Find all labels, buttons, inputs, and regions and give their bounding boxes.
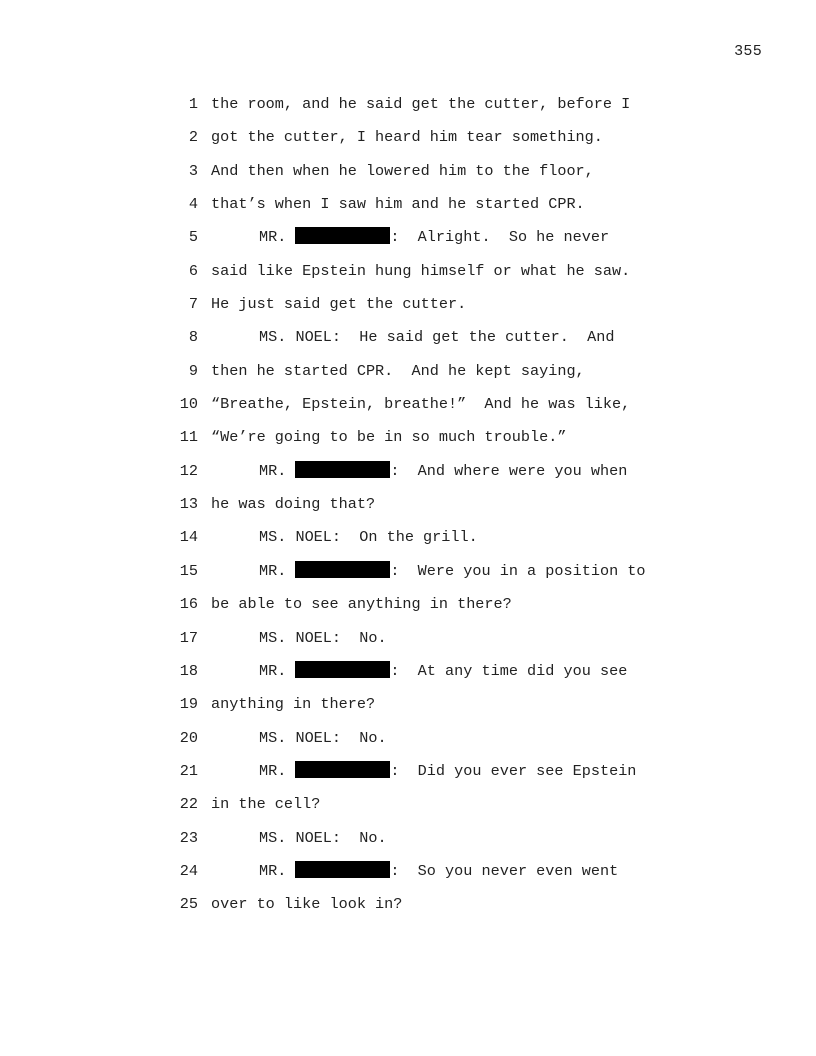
line-text: over to like look in? [211,895,403,914]
line-text: And then when he lowered him to the floor, [211,161,594,180]
line-text: then he started CPR. And he kept saying, [211,361,585,380]
transcript-line [174,792,734,825]
spoken-text: : At any time did you see [390,661,628,680]
line-text [211,459,627,483]
transcript-line [174,626,734,659]
line-text: be able to see anything in there? [211,595,512,614]
line-number: 8 [188,328,198,347]
transcript-line [174,192,734,225]
line-text [211,559,646,583]
line-text: He just said get the cutter. [211,295,467,314]
line-number: 22 [179,795,198,814]
line-text: MS. NOEL: No. [259,728,387,747]
spoken-text: : And where were you when [390,461,628,480]
line-number: 5 [188,228,198,247]
redaction-box [295,861,390,878]
line-text: the room, and he said get the cutter, before I [211,95,631,113]
line-text: “Breathe, Epstein, breathe!” And he was like, [211,395,631,414]
line-number: 13 [179,495,198,514]
transcript-line [174,392,734,425]
line-text [211,225,609,249]
line-number: 18 [179,661,198,680]
line-number: 9 [188,361,198,380]
transcript-line [174,559,734,592]
speaker-label: MR. [259,861,287,880]
line-text: that’s when I saw him and he started CPR. [211,195,585,214]
transcript-line [174,125,734,158]
transcript-line [174,525,734,558]
transcript-line [174,225,734,258]
line-number: 17 [179,628,198,647]
line-text: MS. NOEL: No. [259,628,387,647]
line-number: 16 [179,595,198,614]
page-number: 355 [734,43,762,60]
spoken-text: : Alright. So he never [390,228,610,247]
transcript-line [174,659,734,692]
transcript-line [174,826,734,859]
line-number: 25 [179,895,198,914]
line-number: 24 [179,861,198,880]
spoken-text: : Did you ever see Epstein [390,761,637,780]
line-number: 3 [188,161,198,180]
transcript-line [174,492,734,525]
line-number: 21 [179,761,198,780]
transcript-line [174,359,734,392]
transcript-body [174,92,734,926]
line-number: 15 [179,561,198,580]
line-text [211,659,627,683]
transcript-line [174,159,734,192]
speaker-label: MR. [259,561,287,580]
redaction-box [295,661,390,678]
transcript-line [174,292,734,325]
line-number: 14 [179,528,198,547]
transcript-line [174,325,734,358]
transcript-line [174,726,734,759]
line-text: “We’re going to be in so much trouble.” [211,428,567,447]
line-number: 1 [188,95,198,113]
transcript-line [174,459,734,492]
transcript-line [174,692,734,725]
speaker-label: MR. [259,761,287,780]
transcript-line [174,259,734,292]
line-text: MS. NOEL: On the grill. [259,528,478,547]
line-text: said like Epstein hung himself or what he saw. [211,261,631,280]
line-number: 12 [179,461,198,480]
line-text: he was doing that? [211,495,376,514]
line-number: 23 [179,828,198,847]
line-number: 6 [188,261,198,280]
line-number: 11 [179,428,198,447]
speaker-label: MR. [259,461,287,480]
line-number: 7 [188,295,198,314]
line-text: MS. NOEL: He said get the cutter. And [259,328,615,347]
transcript-line [174,592,734,625]
line-text: got the cutter, I heard him tear something. [211,128,603,147]
speaker-label: MR. [259,661,287,680]
transcript-line [174,425,734,458]
line-text: MS. NOEL: No. [259,828,387,847]
transcript-line [174,92,734,125]
line-text: anything in there? [211,695,376,714]
speaker-label: MR. [259,228,287,247]
transcript-line [174,759,734,792]
line-number: 19 [179,695,198,714]
transcript-line [174,859,734,892]
spoken-text: : So you never even went [390,861,619,880]
spoken-text: : Were you in a position to [390,561,646,580]
redaction-box [295,227,390,244]
line-text [211,859,618,883]
line-number: 10 [179,395,198,414]
redaction-box [295,761,390,778]
line-text: in the cell? [211,795,321,814]
redaction-box [295,561,390,578]
line-text [211,759,636,783]
line-number: 2 [188,128,198,147]
redaction-box [295,461,390,478]
line-number: 20 [179,728,198,747]
transcript-line [174,892,734,925]
line-number: 4 [188,195,198,214]
